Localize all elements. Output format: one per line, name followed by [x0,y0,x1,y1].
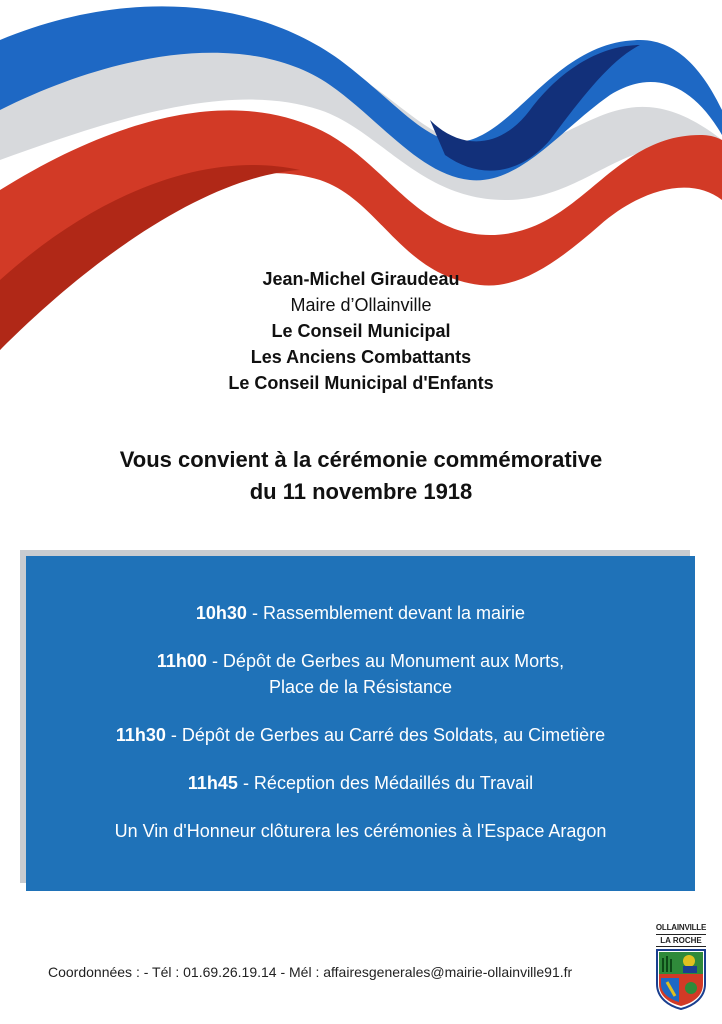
program-box [26,556,695,891]
program-closing: Un Vin d'Honneur clôturera les cérémonies à l'Espace Aragon [114,821,607,841]
invitation-heading [0,444,722,508]
children-council-name: Le Conseil Municipal d'Enfants [228,373,494,393]
program-time: 11h30 [115,725,166,745]
program-text: - Dépôt de Gerbes au Monument aux Morts, [206,651,565,671]
invitation-line-2: du 11 novembre 1918 [249,479,473,504]
program-time: 11h00 [156,651,207,671]
organizers-block [0,266,722,396]
council-name: Le Conseil Municipal [271,321,451,341]
program-text: - Dépôt de Gerbes au Carré des Soldats, au Cimetière [165,725,606,745]
program-text: - Rassemblement devant la mairie [246,603,526,623]
program-text-continued: Place de la Résistance [268,677,453,697]
program-item [26,722,695,748]
coat-of-arms-icon [655,948,707,1010]
town-logo [652,922,710,1015]
veterans-name: Les Anciens Combattants [250,347,472,367]
program-item [26,770,695,796]
contact-footer: Coordonnées : - Tél : 01.69.26.19.14 - Mél : affairesgenerales@mairie-ollainville91.fr [48,964,573,980]
program-time: 11h45 [187,773,238,793]
logo-town-subname: LA ROCHE [656,934,706,947]
invitation-line-1: Vous convient à la cérémonie commémorative [119,447,603,472]
program-time: 10h30 [195,603,247,623]
program-item [26,648,695,700]
mayor-title: Maire d’Ollainville [290,295,432,315]
mayor-name: Jean-Michel Giraudeau [262,269,460,289]
program-text: - Réception des Médaillés du Travail [237,773,534,793]
program-item [26,600,695,626]
logo-town-name: OLLAINVILLE [655,923,707,932]
